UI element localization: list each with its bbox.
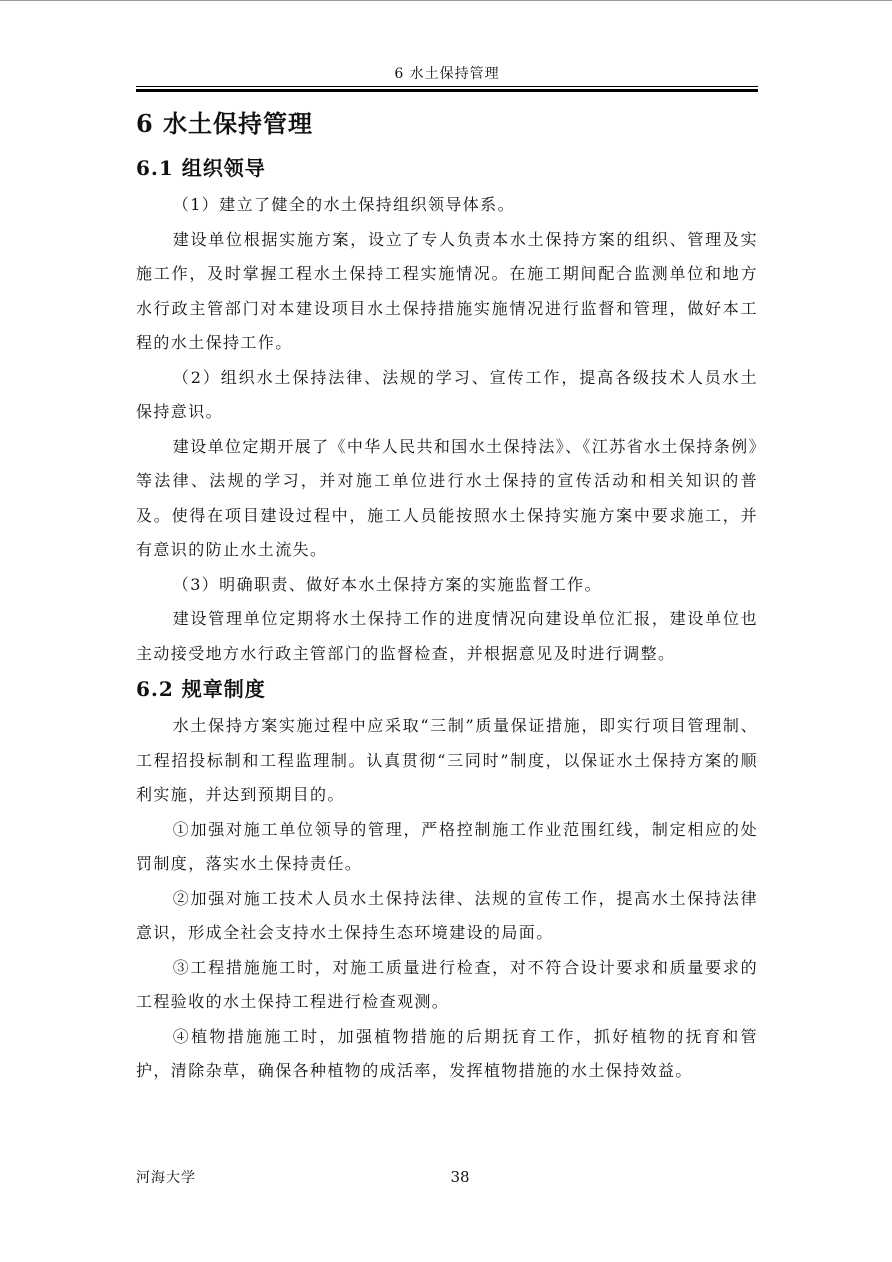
page-number: 38 bbox=[450, 1168, 470, 1186]
paragraph: 水土保持方案实施过程中应采取“三制”质量保证措施，即实行项目管理制、工程招投标制和工程监理制。认真贯彻“三同时”制度，以保证水土保持方案的顺利实施，并达到预期目的。 bbox=[136, 716, 758, 804]
running-header: 6 水土保持管理 bbox=[394, 66, 500, 82]
paragraph: ③工程措施施工时，对施工质量进行检查，对不符合设计要求和质量要求的工程验收的水土保持工程进行检查观测。 bbox=[136, 957, 758, 1011]
paragraph: （2）组织水土保持法律、法规的学习、宣传工作，提高各级技术人员水土保持意识。 bbox=[136, 367, 758, 421]
page-top-border bbox=[0, 0, 892, 1]
chapter-title: 6 水土保持管理 bbox=[136, 109, 314, 138]
paragraph: ①加强对施工单位领导的管理，严格控制施工作业范围红线，制定相应的处罚制度，落实水土保持责任。 bbox=[136, 819, 758, 873]
paragraph: 建设管理单位定期将水土保持工作的进度情况向建设单位汇报，建设单位也主动接受地方水行政主管部门的监督检查，并根据意见及时进行调整。 bbox=[136, 609, 758, 663]
section-heading: 6.2 规章制度 bbox=[136, 677, 266, 701]
paragraph: （1）建立了健全的水土保持组织领导体系。 bbox=[172, 195, 515, 214]
header-rule-thick bbox=[136, 89, 758, 92]
section-heading: 6.1 组织领导 bbox=[136, 156, 266, 180]
page-content bbox=[136, 104, 758, 1089]
paragraph: ④植物措施施工时，加强植物措施的后期抚育工作，抓好植物的抚育和管护，清除杂草，确保各种植物的成活率，发挥植物措施的水土保持效益。 bbox=[136, 1026, 758, 1080]
paragraph: 建设单位定期开展了《中华人民共和国水土保持法》、《江苏省水土保持条例》等法律、法规的学习，并对施工单位进行水土保持的宣传活动和相关知识的普及。使得在项目建设过程中，施工人员能按照水土保持实施方案中要求施工，并有意识的防止水土流失。 bbox=[136, 436, 758, 559]
footer-institution: 河海大学 bbox=[136, 1170, 196, 1186]
section-6-1 bbox=[136, 150, 758, 671]
header-rule-thin bbox=[136, 86, 758, 87]
section-6-2 bbox=[136, 671, 758, 1089]
paragraph: （3）明确职责、做好本水土保持方案的实施监督工作。 bbox=[172, 574, 602, 594]
paragraph: 建设单位根据实施方案，设立了专人负责本水土保持方案的组织、管理及实施工作，及时掌握工程水土保持工程实施情况。在施工期间配合监测单位和地方水行政主管部门对本建设项目水土保持措施实施情况进行监督和管理，做好本工程的水土保持工作。 bbox=[136, 229, 758, 352]
paragraph: ②加强对施工技术人员水土保持法律、法规的宣传工作，提高水土保持法律意识，形成全社会支持水土保持生态环境建设的局面。 bbox=[136, 888, 758, 942]
